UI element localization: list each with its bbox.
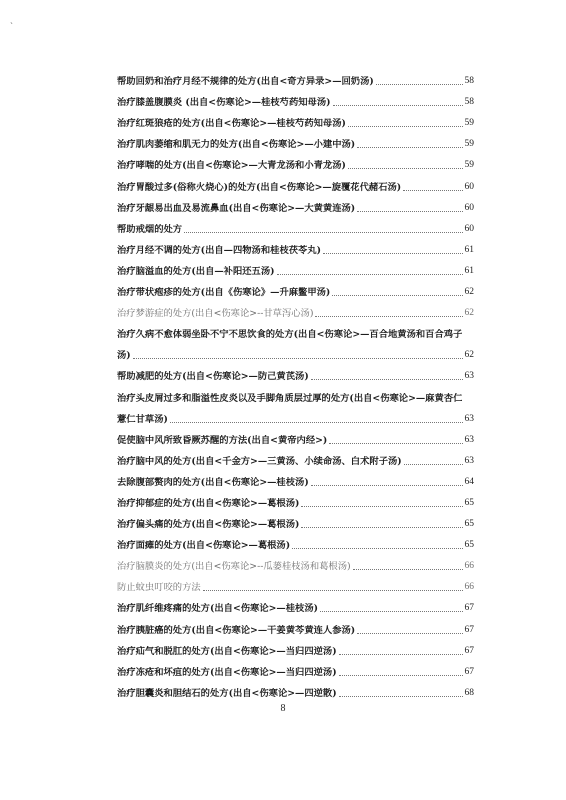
dot-leader	[339, 654, 463, 655]
dot-leader	[403, 190, 462, 191]
toc-entry-title: 促使脑中风所致昏厥苏醒的方法(出自<黄帝内经>)	[117, 434, 328, 446]
dot-leader	[329, 443, 462, 444]
toc-page-number: 65	[464, 519, 474, 530]
dot-leader	[353, 569, 463, 570]
toc-page-number: 58	[464, 76, 474, 87]
toc-entry-continuation	[117, 404, 474, 425]
dot-leader	[357, 211, 462, 212]
toc-entry	[117, 193, 474, 214]
toc-entry	[117, 467, 474, 488]
toc-entry-title: 治疗脑溢血的处方(出自—补阳还五汤)	[117, 265, 275, 277]
toc-entry	[117, 150, 474, 171]
toc-page-number: 63	[464, 434, 474, 445]
toc-entry	[117, 129, 474, 150]
toc-page-number: 68	[464, 687, 474, 698]
toc-page-number: 67	[464, 645, 474, 656]
dot-leader	[311, 379, 463, 380]
toc-entry-title: 治疗脑中风的处方(出自<千金方>—三黄汤、小续命汤、白术附子汤)	[117, 455, 402, 467]
toc-entry	[117, 488, 474, 509]
dot-leader	[292, 548, 462, 549]
toc-entry-title: 帮助戒烟的处方	[117, 223, 183, 235]
toc-entry	[117, 277, 474, 298]
toc-entry-title: 治疗红斑狼疮的处方(出自<伤寒论>—桂枝芍药知母汤)	[117, 118, 346, 130]
page-number: 8	[280, 703, 286, 714]
toc-entry-title: 治疗抑郁症的处方(出自<伤寒论>—葛根汤)	[117, 497, 300, 509]
toc-entry	[117, 171, 474, 192]
toc-entry	[117, 256, 474, 277]
toc-entry-title: 治疗面瘫的处方(出自<伤寒论>—葛根汤)	[117, 540, 291, 552]
toc-page-number: 62	[464, 287, 474, 298]
toc-entry-title: 治疗肌纤维疼痛的处方(出自<伤寒论>—桂枝汤)	[117, 603, 319, 615]
toc-page-number: 60	[464, 181, 474, 192]
toc-entry	[117, 425, 474, 446]
toc-page-number: 58	[464, 97, 474, 108]
toc-page-number: 59	[464, 118, 474, 129]
dot-leader	[348, 126, 463, 127]
toc-entry	[117, 214, 474, 235]
toc-page-number: 67	[464, 603, 474, 614]
toc-page-number: 60	[464, 202, 474, 213]
toc-page-number: 60	[464, 223, 474, 234]
dot-leader	[203, 590, 463, 591]
toc-entry	[117, 593, 474, 614]
toc-entry-title: 治疗哮喘的处方(出自<伤寒论>—大青龙汤和小青龙汤)	[117, 160, 346, 172]
toc-entry	[117, 551, 474, 572]
toc-entry	[117, 657, 474, 678]
toc-entry	[117, 298, 474, 319]
dot-leader	[376, 84, 463, 85]
toc-entry-title: 防止蚊虫叮咬的方法	[117, 582, 201, 594]
dot-leader	[301, 527, 462, 528]
toc-page-number: 65	[464, 540, 474, 551]
toc-page-number: 63	[464, 413, 474, 424]
dot-leader	[332, 295, 462, 296]
toc-page-number: 62	[464, 350, 474, 361]
toc-entry-title-cont: 汤)	[117, 350, 131, 362]
toc-entry	[117, 382, 474, 403]
dot-leader	[348, 168, 463, 169]
toc-entry-title: 治疗胃酸过多(俗称火烧心)的处方(出自<伤寒论>—旋覆花代赭石汤)	[117, 181, 402, 193]
toc-entry-title-cont: 薏仁甘草汤)	[117, 413, 168, 425]
toc-entry-title: 治疗偏头痛的处方(出自<伤寒论>—葛根汤)	[117, 519, 300, 531]
toc-page-number: 67	[464, 624, 474, 635]
dot-leader	[133, 358, 463, 359]
dot-leader	[315, 316, 462, 317]
dot-leader	[357, 147, 462, 148]
toc-entry-title: 治疗月经不调的处方(出自—四物汤和桂枝茯苓丸)	[117, 244, 322, 256]
toc-entry	[117, 108, 474, 129]
dot-leader	[184, 232, 462, 233]
toc-page-number: 59	[464, 160, 474, 171]
dot-leader	[404, 464, 463, 465]
toc-entry-title: 帮助减肥的处方(出自<伤寒论>—防己黄芪汤)	[117, 371, 309, 383]
toc-entry-title: 治疗梦游症的处方(出自<伤寒论>--甘草泻心汤)	[117, 308, 314, 320]
toc-page-number: 64	[464, 476, 474, 487]
toc-entry-title: 治疗脑膜炎的处方(出自<伤寒论>--瓜蒌桂枝汤和葛根汤)	[117, 561, 351, 573]
toc-page-number: 63	[464, 455, 474, 466]
toc-entry	[117, 319, 474, 340]
toc-entry	[117, 572, 474, 593]
toc-page-number: 61	[464, 265, 474, 276]
dot-leader	[339, 696, 463, 697]
dot-leader	[339, 675, 463, 676]
toc-entry-title: 去除腹部赘肉的处方(出自<伤寒论>—桂枝汤)	[117, 476, 309, 488]
toc-entry	[117, 678, 474, 699]
toc-page-number: 65	[464, 497, 474, 508]
toc-page-number: 67	[464, 666, 474, 677]
corner-mark: ˎ	[10, 15, 13, 25]
toc-entry	[117, 614, 474, 635]
toc-entry-title: 治疗胆囊炎和胆结石的处方(出自<伤寒论>—四逆散)	[117, 687, 337, 699]
toc-page-number: 62	[464, 308, 474, 319]
dot-leader	[170, 422, 463, 423]
toc-entry	[117, 530, 474, 551]
toc-entry	[117, 87, 474, 108]
dot-leader	[333, 105, 463, 106]
dot-leader	[323, 253, 462, 254]
toc-entry	[117, 66, 474, 87]
toc-entry-continuation	[117, 340, 474, 361]
toc-entry-title: 治疗疝气和脱肛的处方(出自<伤寒论>—当归四逆汤)	[117, 645, 337, 657]
dot-leader	[320, 611, 462, 612]
toc-entry	[117, 235, 474, 256]
table-of-contents	[117, 66, 474, 699]
toc-entry-title: 治疗带状疱疹的处方(出自《伤寒论》—升麻鳖甲汤)	[117, 287, 331, 299]
toc-entry-title: 治疗久病不愈体弱坐卧不宁不思饮食的处方(出自<伤寒论>—百合地黄汤和百合鸡子	[117, 329, 463, 341]
dot-leader	[357, 633, 462, 634]
toc-page-number: 63	[464, 371, 474, 382]
toc-page-number: 66	[464, 582, 474, 593]
toc-entry-title: 治疗头皮屑过多和脂溢性皮炎以及手脚角质层过厚的处方(出自<伤寒论>—麻黄杏仁	[117, 392, 463, 404]
dot-leader	[311, 485, 463, 486]
toc-entry	[117, 636, 474, 657]
toc-entry-title: 治疗牙龈易出血及易流鼻血(出自<伤寒论>—大黄黄连汤)	[117, 202, 356, 214]
dot-leader	[277, 274, 463, 275]
toc-page-number: 61	[464, 244, 474, 255]
toc-entry	[117, 509, 474, 530]
dot-leader	[301, 506, 462, 507]
toc-entry-title: 治疗肌肉萎缩和肌无力的处方(出自<伤寒论>—小建中汤)	[117, 139, 356, 151]
toc-entry	[117, 446, 474, 467]
toc-entry	[117, 361, 474, 382]
toc-entry-title: 帮助回奶和治疗月经不规律的处方(出自<奇方异录>—回奶汤)	[117, 76, 374, 88]
toc-entry-title: 治疗冻疮和坏疽的处方(出自<伤寒论>—当归四逆汤)	[117, 666, 337, 678]
toc-entry-title: 治疗胰脏癌的处方(出自<伤寒论>—干姜黄芩黄连人参汤)	[117, 624, 356, 636]
toc-page-number: 59	[464, 139, 474, 150]
toc-page-number: 66	[464, 561, 474, 572]
toc-entry-title: 治疗膝盖腹膜炎 (出自<伤寒论>—桂枝芍药知母汤)	[117, 97, 331, 109]
